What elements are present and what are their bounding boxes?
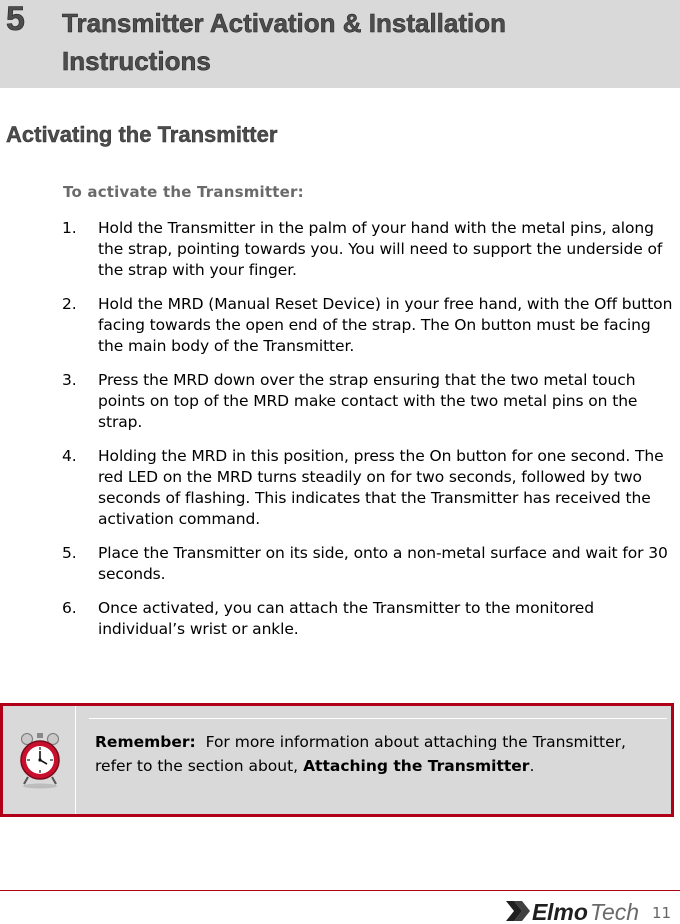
step-item [62,543,678,585]
svg-text:E: E [532,899,548,924]
step-number: 1. [62,219,77,237]
chapter-title: Transmitter Activation & Installation Instructions [62,8,507,76]
step-number: 3. [62,371,77,389]
chapter-number: 5 [6,0,26,38]
svg-text:lmo: lmo [547,899,588,924]
step-text: Hold the Transmitter in the palm of your hand with the metal pins, along the strap, pointing towards you. You will need to support the underside of the strap with your finger. [98,219,663,279]
footer-rule [0,890,680,891]
note-label: Remember: [95,733,196,751]
step-number: 2. [62,295,77,313]
chapter-header [0,0,680,88]
alarm-clock-icon [20,724,60,790]
remember-note [0,703,674,817]
svg-text:Tech: Tech [590,899,640,924]
step-item [62,218,678,281]
step-text: Holding the MRD in this position, press the On button for one second. The red LED on the MRD turns steadily on for two seconds, followed by two seconds of flashing. This indicates that the Transmitter has received the activation command. [98,447,664,528]
step-text: Press the MRD down over the strap ensuring that the two metal touch points on top of the MRD make contact with the two metal pins on the strap. [98,371,638,431]
step-number: 6. [62,599,77,617]
note-body: For more information about attaching the Transmitter, refer to the section about, [95,733,626,775]
section-heading: Activating the Transmitter [6,122,278,147]
page-number: 11 [652,904,672,922]
step-text: Place the Transmitter on its side, onto a non-metal surface and wait for 30 seconds. [98,544,668,583]
step-number: 5. [62,544,77,562]
note-rule [89,718,667,719]
note-text [95,730,655,778]
note-end: . [529,757,535,775]
steps-list [62,218,678,653]
step-number: 4. [62,447,77,465]
elmotech-logo [502,898,648,924]
section-link[interactable]: Attaching the Transmitter [303,757,530,775]
step-text: Hold the MRD (Manual Reset Device) in your free hand, with the Off button facing towards the open end of the strap. The On button must be facing the main body of the Transmitter. [98,295,673,355]
step-item [62,446,678,530]
step-item [62,294,678,357]
step-item [62,598,678,640]
procedure-title: To activate the Transmitter: [63,183,304,201]
note-divider [75,706,76,814]
step-text: Once activated, you can attach the Transmitter to the monitored individual’s wrist or ankle. [98,599,594,638]
step-item [62,370,678,433]
